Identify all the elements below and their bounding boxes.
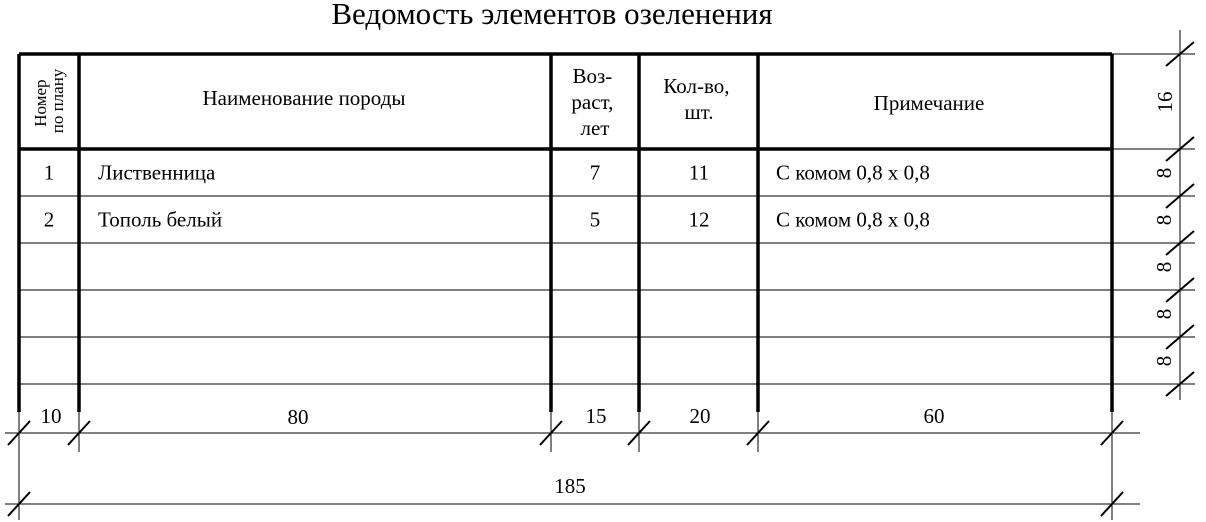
table-row [44, 161, 930, 185]
header-age-line-3: лет [580, 116, 610, 140]
cell-age: 5 [589, 207, 601, 232]
dim-col-qty: 20 [689, 404, 711, 428]
cell-age: 7 [589, 160, 601, 185]
dim-header-row: 16 [1153, 91, 1177, 113]
header-species-name: Наименование породы [202, 86, 406, 110]
dim-row: 8 [1152, 214, 1176, 226]
cell-species: Тополь белый [98, 207, 223, 232]
dim-row: 8 [1152, 167, 1176, 179]
header-number-on-plan [31, 68, 67, 133]
dim-col-note: 60 [923, 404, 945, 428]
header-age [571, 64, 618, 140]
header-note: Примечание [873, 91, 985, 115]
dim-total: 185 [554, 474, 586, 498]
header-quantity [663, 74, 734, 124]
dim-col-name: 80 [287, 405, 309, 429]
cell-number: 2 [43, 207, 55, 232]
sheet-title: Ведомость элементов озеленения [331, 0, 773, 31]
dim-col-age: 15 [585, 404, 607, 428]
dim-row: 8 [1152, 261, 1176, 273]
header-age-line-2: раст, [571, 90, 614, 114]
cell-quantity: 11 [688, 160, 710, 185]
header-quantity-line-2: шт. [684, 100, 714, 124]
header-number-line-1: Номер [31, 79, 50, 127]
cell-quantity: 12 [688, 207, 710, 232]
dim-col-number: 10 [40, 404, 62, 428]
dim-row: 8 [1152, 355, 1176, 367]
cell-note: С комом 0,8 х 0,8 [776, 207, 930, 232]
dim-row: 8 [1152, 308, 1176, 320]
header-number-line-2: по плану [48, 68, 67, 134]
cell-note: С комом 0,8 х 0,8 [776, 160, 930, 185]
cell-species: Лиственница [98, 160, 216, 185]
table-row [44, 208, 930, 232]
dimension-labels [41, 92, 1178, 499]
table-header [31, 64, 984, 140]
cell-number: 1 [43, 160, 55, 185]
header-quantity-line-1: Кол-во, [663, 74, 730, 98]
header-age-line-1: Воз- [572, 64, 613, 88]
